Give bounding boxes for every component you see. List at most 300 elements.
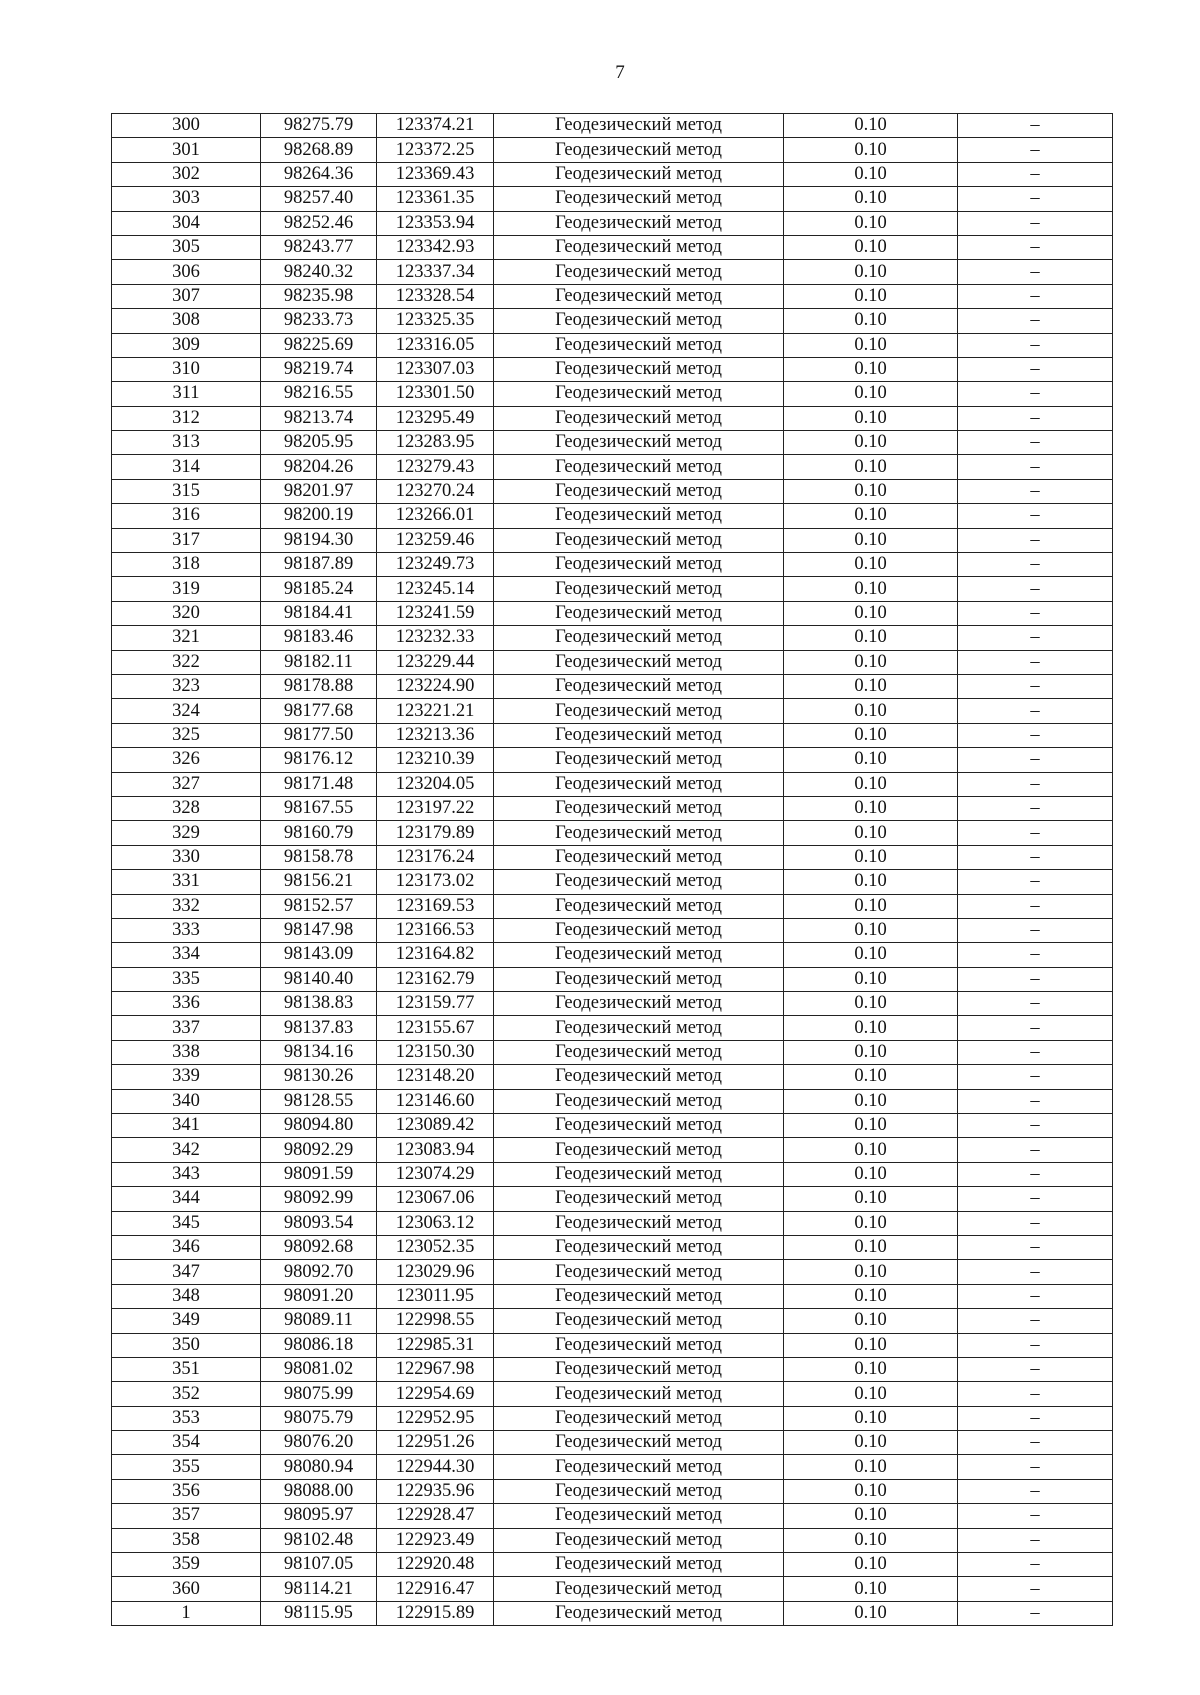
table-row — [112, 577, 1113, 601]
error-cell: 0.10 — [784, 1577, 958, 1601]
error-cell: 0.10 — [784, 650, 958, 674]
description-cell: – — [958, 357, 1113, 381]
error-cell: 0.10 — [784, 1162, 958, 1186]
table-row — [112, 845, 1113, 869]
y-coordinate-cell: 123213.36 — [377, 723, 494, 747]
error-cell: 0.10 — [784, 235, 958, 259]
point-number-cell: 314 — [112, 455, 261, 479]
error-cell: 0.10 — [784, 406, 958, 430]
method-cell: Геодезический метод — [494, 1528, 784, 1552]
error-cell: 0.10 — [784, 1284, 958, 1308]
error-cell: 0.10 — [784, 1260, 958, 1284]
description-cell: – — [958, 943, 1113, 967]
table-row — [112, 723, 1113, 747]
point-number-cell: 346 — [112, 1235, 261, 1259]
y-coordinate-cell: 122951.26 — [377, 1431, 494, 1455]
method-cell: Геодезический метод — [494, 1187, 784, 1211]
y-coordinate-cell: 123159.77 — [377, 992, 494, 1016]
table-row — [112, 333, 1113, 357]
point-number-cell: 325 — [112, 723, 261, 747]
point-number-cell: 312 — [112, 406, 261, 430]
y-coordinate-cell: 123259.46 — [377, 528, 494, 552]
table-row — [112, 479, 1113, 503]
y-coordinate-cell: 123197.22 — [377, 796, 494, 820]
y-coordinate-cell: 123369.43 — [377, 162, 494, 186]
table-row — [112, 260, 1113, 284]
method-cell: Геодезический метод — [494, 992, 784, 1016]
x-coordinate-cell: 98140.40 — [261, 967, 377, 991]
y-coordinate-cell: 122920.48 — [377, 1553, 494, 1577]
error-cell: 0.10 — [784, 1553, 958, 1577]
description-cell: – — [958, 1162, 1113, 1186]
description-cell: – — [958, 601, 1113, 625]
error-cell: 0.10 — [784, 1040, 958, 1064]
method-cell: Геодезический метод — [494, 1333, 784, 1357]
table-row — [112, 1431, 1113, 1455]
x-coordinate-cell: 98143.09 — [261, 943, 377, 967]
error-cell: 0.10 — [784, 187, 958, 211]
table-row — [112, 626, 1113, 650]
description-cell: – — [958, 1553, 1113, 1577]
y-coordinate-cell: 123166.53 — [377, 918, 494, 942]
x-coordinate-cell: 98194.30 — [261, 528, 377, 552]
error-cell: 0.10 — [784, 1455, 958, 1479]
y-coordinate-cell: 123249.73 — [377, 553, 494, 577]
table-row — [112, 406, 1113, 430]
x-coordinate-cell: 98183.46 — [261, 626, 377, 650]
error-cell: 0.10 — [784, 1382, 958, 1406]
description-cell: – — [958, 1187, 1113, 1211]
x-coordinate-cell: 98187.89 — [261, 553, 377, 577]
table-row — [112, 1309, 1113, 1333]
table-row — [112, 1528, 1113, 1552]
x-coordinate-cell: 98092.99 — [261, 1187, 377, 1211]
x-coordinate-cell: 98201.97 — [261, 479, 377, 503]
point-number-cell: 331 — [112, 870, 261, 894]
x-coordinate-cell: 98081.02 — [261, 1357, 377, 1381]
error-cell: 0.10 — [784, 1065, 958, 1089]
error-cell: 0.10 — [784, 796, 958, 820]
x-coordinate-cell: 98213.74 — [261, 406, 377, 430]
point-number-cell: 323 — [112, 674, 261, 698]
x-coordinate-cell: 98102.48 — [261, 1528, 377, 1552]
point-number-cell: 306 — [112, 260, 261, 284]
error-cell: 0.10 — [784, 357, 958, 381]
table-row — [112, 821, 1113, 845]
y-coordinate-cell: 123372.25 — [377, 138, 494, 162]
y-coordinate-cell: 122944.30 — [377, 1455, 494, 1479]
y-coordinate-cell: 123179.89 — [377, 821, 494, 845]
description-cell: – — [958, 967, 1113, 991]
method-cell: Геодезический метод — [494, 382, 784, 406]
error-cell: 0.10 — [784, 309, 958, 333]
method-cell: Геодезический метод — [494, 650, 784, 674]
description-cell: – — [958, 1382, 1113, 1406]
method-cell: Геодезический метод — [494, 967, 784, 991]
method-cell: Геодезический метод — [494, 626, 784, 650]
x-coordinate-cell: 98235.98 — [261, 284, 377, 308]
y-coordinate-cell: 123011.95 — [377, 1284, 494, 1308]
description-cell: – — [958, 992, 1113, 1016]
x-coordinate-cell: 98138.83 — [261, 992, 377, 1016]
error-cell: 0.10 — [784, 333, 958, 357]
error-cell: 0.10 — [784, 1504, 958, 1528]
point-number-cell: 1 — [112, 1601, 261, 1625]
description-cell: – — [958, 1431, 1113, 1455]
y-coordinate-cell: 123224.90 — [377, 674, 494, 698]
x-coordinate-cell: 98095.97 — [261, 1504, 377, 1528]
point-number-cell: 353 — [112, 1406, 261, 1430]
table-row — [112, 748, 1113, 772]
method-cell: Геодезический метод — [494, 845, 784, 869]
error-cell: 0.10 — [784, 1528, 958, 1552]
table-row — [112, 431, 1113, 455]
x-coordinate-cell: 98177.50 — [261, 723, 377, 747]
error-cell: 0.10 — [784, 138, 958, 162]
error-cell: 0.10 — [784, 1309, 958, 1333]
table-row — [112, 235, 1113, 259]
method-cell: Геодезический метод — [494, 1211, 784, 1235]
x-coordinate-cell: 98156.21 — [261, 870, 377, 894]
method-cell: Геодезический метод — [494, 1309, 784, 1333]
point-number-cell: 344 — [112, 1187, 261, 1211]
table-row — [112, 309, 1113, 333]
table-row — [112, 1577, 1113, 1601]
error-cell: 0.10 — [784, 504, 958, 528]
error-cell: 0.10 — [784, 821, 958, 845]
x-coordinate-cell: 98088.00 — [261, 1479, 377, 1503]
method-cell: Геодезический метод — [494, 1479, 784, 1503]
y-coordinate-cell: 123162.79 — [377, 967, 494, 991]
error-cell: 0.10 — [784, 455, 958, 479]
description-cell: – — [958, 138, 1113, 162]
method-cell: Геодезический метод — [494, 1455, 784, 1479]
table-row — [112, 1016, 1113, 1040]
y-coordinate-cell: 123316.05 — [377, 333, 494, 357]
method-cell: Геодезический метод — [494, 235, 784, 259]
y-coordinate-cell: 123353.94 — [377, 211, 494, 235]
x-coordinate-cell: 98225.69 — [261, 333, 377, 357]
x-coordinate-cell: 98171.48 — [261, 772, 377, 796]
description-cell: – — [958, 1260, 1113, 1284]
description-cell: – — [958, 309, 1113, 333]
description-cell: – — [958, 1040, 1113, 1064]
point-number-cell: 328 — [112, 796, 261, 820]
error-cell: 0.10 — [784, 1431, 958, 1455]
method-cell: Геодезический метод — [494, 1162, 784, 1186]
table-row — [112, 1284, 1113, 1308]
x-coordinate-cell: 98080.94 — [261, 1455, 377, 1479]
error-cell: 0.10 — [784, 1138, 958, 1162]
x-coordinate-cell: 98115.95 — [261, 1601, 377, 1625]
x-coordinate-cell: 98092.68 — [261, 1235, 377, 1259]
method-cell: Геодезический метод — [494, 553, 784, 577]
method-cell: Геодезический метод — [494, 1504, 784, 1528]
point-number-cell: 333 — [112, 918, 261, 942]
x-coordinate-cell: 98114.21 — [261, 1577, 377, 1601]
y-coordinate-cell: 123052.35 — [377, 1235, 494, 1259]
method-cell: Геодезический метод — [494, 504, 784, 528]
method-cell: Геодезический метод — [494, 357, 784, 381]
method-cell: Геодезический метод — [494, 1016, 784, 1040]
description-cell: – — [958, 162, 1113, 186]
point-number-cell: 327 — [112, 772, 261, 796]
description-cell: – — [958, 333, 1113, 357]
error-cell: 0.10 — [784, 528, 958, 552]
error-cell: 0.10 — [784, 674, 958, 698]
x-coordinate-cell: 98091.59 — [261, 1162, 377, 1186]
page-number: 7 — [615, 62, 625, 83]
table-row — [112, 601, 1113, 625]
error-cell: 0.10 — [784, 626, 958, 650]
error-cell: 0.10 — [784, 114, 958, 138]
table-row — [112, 528, 1113, 552]
method-cell: Геодезический метод — [494, 528, 784, 552]
table-row — [112, 650, 1113, 674]
point-number-cell: 358 — [112, 1528, 261, 1552]
method-cell: Геодезический метод — [494, 699, 784, 723]
y-coordinate-cell: 123307.03 — [377, 357, 494, 381]
x-coordinate-cell: 98176.12 — [261, 748, 377, 772]
error-cell: 0.10 — [784, 1601, 958, 1625]
error-cell: 0.10 — [784, 1016, 958, 1040]
method-cell: Геодезический метод — [494, 406, 784, 430]
y-coordinate-cell: 123361.35 — [377, 187, 494, 211]
table-row — [112, 918, 1113, 942]
x-coordinate-cell: 98076.20 — [261, 1431, 377, 1455]
y-coordinate-cell: 123204.05 — [377, 772, 494, 796]
description-cell: – — [958, 528, 1113, 552]
description-cell: – — [958, 504, 1113, 528]
description-cell: – — [958, 1455, 1113, 1479]
point-number-cell: 311 — [112, 382, 261, 406]
point-number-cell: 339 — [112, 1065, 261, 1089]
y-coordinate-cell: 123241.59 — [377, 601, 494, 625]
y-coordinate-cell: 123150.30 — [377, 1040, 494, 1064]
point-number-cell: 316 — [112, 504, 261, 528]
method-cell: Геодезический метод — [494, 187, 784, 211]
method-cell: Геодезический метод — [494, 748, 784, 772]
description-cell: – — [958, 626, 1113, 650]
x-coordinate-cell: 98177.68 — [261, 699, 377, 723]
y-coordinate-cell: 123232.33 — [377, 626, 494, 650]
description-cell: – — [958, 211, 1113, 235]
y-coordinate-cell: 123146.60 — [377, 1089, 494, 1113]
error-cell: 0.10 — [784, 1089, 958, 1113]
error-cell: 0.10 — [784, 943, 958, 967]
method-cell: Геодезический метод — [494, 772, 784, 796]
error-cell: 0.10 — [784, 1187, 958, 1211]
x-coordinate-cell: 98178.88 — [261, 674, 377, 698]
table-row — [112, 357, 1113, 381]
description-cell: – — [958, 1284, 1113, 1308]
description-cell: – — [958, 1333, 1113, 1357]
y-coordinate-cell: 123325.35 — [377, 309, 494, 333]
x-coordinate-cell: 98200.19 — [261, 504, 377, 528]
x-coordinate-cell: 98091.20 — [261, 1284, 377, 1308]
table-row — [112, 674, 1113, 698]
description-cell: – — [958, 894, 1113, 918]
x-coordinate-cell: 98240.32 — [261, 260, 377, 284]
description-cell: – — [958, 699, 1113, 723]
table-row — [112, 1162, 1113, 1186]
x-coordinate-cell: 98107.05 — [261, 1553, 377, 1577]
x-coordinate-cell: 98219.74 — [261, 357, 377, 381]
y-coordinate-cell: 123328.54 — [377, 284, 494, 308]
method-cell: Геодезический метод — [494, 211, 784, 235]
x-coordinate-cell: 98257.40 — [261, 187, 377, 211]
x-coordinate-cell: 98182.11 — [261, 650, 377, 674]
method-cell: Геодезический метод — [494, 1114, 784, 1138]
point-number-cell: 315 — [112, 479, 261, 503]
description-cell: – — [958, 1601, 1113, 1625]
x-coordinate-cell: 98130.26 — [261, 1065, 377, 1089]
y-coordinate-cell: 123210.39 — [377, 748, 494, 772]
x-coordinate-cell: 98152.57 — [261, 894, 377, 918]
method-cell: Геодезический метод — [494, 1601, 784, 1625]
description-cell: – — [958, 1528, 1113, 1552]
table-row — [112, 504, 1113, 528]
table-row — [112, 1357, 1113, 1381]
point-number-cell: 351 — [112, 1357, 261, 1381]
point-number-cell: 332 — [112, 894, 261, 918]
description-cell: – — [958, 1235, 1113, 1259]
table-row — [112, 1138, 1113, 1162]
table-row — [112, 894, 1113, 918]
y-coordinate-cell: 123089.42 — [377, 1114, 494, 1138]
point-number-cell: 341 — [112, 1114, 261, 1138]
description-cell: – — [958, 1016, 1113, 1040]
method-cell: Геодезический метод — [494, 723, 784, 747]
error-cell: 0.10 — [784, 577, 958, 601]
point-number-cell: 330 — [112, 845, 261, 869]
y-coordinate-cell: 122928.47 — [377, 1504, 494, 1528]
point-number-cell: 360 — [112, 1577, 261, 1601]
method-cell: Геодезический метод — [494, 138, 784, 162]
point-number-cell: 356 — [112, 1479, 261, 1503]
table-row — [112, 1479, 1113, 1503]
method-cell: Геодезический метод — [494, 431, 784, 455]
point-number-cell: 355 — [112, 1455, 261, 1479]
x-coordinate-cell: 98243.77 — [261, 235, 377, 259]
description-cell: – — [958, 479, 1113, 503]
point-number-cell: 336 — [112, 992, 261, 1016]
point-number-cell: 303 — [112, 187, 261, 211]
point-number-cell: 317 — [112, 528, 261, 552]
y-coordinate-cell: 123173.02 — [377, 870, 494, 894]
method-cell: Геодезический метод — [494, 821, 784, 845]
table-row — [112, 284, 1113, 308]
y-coordinate-cell: 122985.31 — [377, 1333, 494, 1357]
error-cell: 0.10 — [784, 723, 958, 747]
point-number-cell: 342 — [112, 1138, 261, 1162]
x-coordinate-cell: 98089.11 — [261, 1309, 377, 1333]
method-cell: Геодезический метод — [494, 1089, 784, 1113]
y-coordinate-cell: 123283.95 — [377, 431, 494, 455]
error-cell: 0.10 — [784, 431, 958, 455]
method-cell: Геодезический метод — [494, 1382, 784, 1406]
description-cell: – — [958, 870, 1113, 894]
description-cell: – — [958, 1114, 1113, 1138]
y-coordinate-cell: 123279.43 — [377, 455, 494, 479]
table-row — [112, 943, 1113, 967]
y-coordinate-cell: 123029.96 — [377, 1260, 494, 1284]
x-coordinate-cell: 98185.24 — [261, 577, 377, 601]
point-number-cell: 319 — [112, 577, 261, 601]
description-cell: – — [958, 1577, 1113, 1601]
y-coordinate-cell: 122915.89 — [377, 1601, 494, 1625]
point-number-cell: 329 — [112, 821, 261, 845]
table-row — [112, 162, 1113, 186]
x-coordinate-cell: 98216.55 — [261, 382, 377, 406]
method-cell: Геодезический метод — [494, 1431, 784, 1455]
error-cell: 0.10 — [784, 284, 958, 308]
description-cell: – — [958, 650, 1113, 674]
coordinates-table — [111, 113, 1113, 1626]
method-cell: Геодезический метод — [494, 260, 784, 284]
error-cell: 0.10 — [784, 601, 958, 625]
table-row — [112, 1235, 1113, 1259]
description-cell: – — [958, 455, 1113, 479]
y-coordinate-cell: 123063.12 — [377, 1211, 494, 1235]
x-coordinate-cell: 98275.79 — [261, 114, 377, 138]
y-coordinate-cell: 123295.49 — [377, 406, 494, 430]
point-number-cell: 321 — [112, 626, 261, 650]
table-row — [112, 1040, 1113, 1064]
point-number-cell: 347 — [112, 1260, 261, 1284]
x-coordinate-cell: 98252.46 — [261, 211, 377, 235]
method-cell: Геодезический метод — [494, 479, 784, 503]
point-number-cell: 350 — [112, 1333, 261, 1357]
description-cell: – — [958, 1309, 1113, 1333]
error-cell: 0.10 — [784, 1479, 958, 1503]
x-coordinate-cell: 98264.36 — [261, 162, 377, 186]
x-coordinate-cell: 98205.95 — [261, 431, 377, 455]
table-row — [112, 1187, 1113, 1211]
y-coordinate-cell: 123148.20 — [377, 1065, 494, 1089]
description-cell: – — [958, 1504, 1113, 1528]
table-row — [112, 772, 1113, 796]
description-cell: – — [958, 918, 1113, 942]
method-cell: Геодезический метод — [494, 1357, 784, 1381]
table-row — [112, 1455, 1113, 1479]
table-row — [112, 1553, 1113, 1577]
error-cell: 0.10 — [784, 382, 958, 406]
description-cell: – — [958, 1357, 1113, 1381]
point-number-cell: 320 — [112, 601, 261, 625]
point-number-cell: 352 — [112, 1382, 261, 1406]
method-cell: Геодезический метод — [494, 943, 784, 967]
x-coordinate-cell: 98137.83 — [261, 1016, 377, 1040]
description-cell: – — [958, 796, 1113, 820]
table-row — [112, 1406, 1113, 1430]
table-row — [112, 796, 1113, 820]
coordinates-table-body — [112, 114, 1113, 1626]
description-cell: – — [958, 845, 1113, 869]
point-number-cell: 309 — [112, 333, 261, 357]
point-number-cell: 354 — [112, 1431, 261, 1455]
table-row — [112, 699, 1113, 723]
x-coordinate-cell: 98204.26 — [261, 455, 377, 479]
point-number-cell: 302 — [112, 162, 261, 186]
table-row — [112, 1089, 1113, 1113]
point-number-cell: 357 — [112, 1504, 261, 1528]
point-number-cell: 307 — [112, 284, 261, 308]
table-row — [112, 1601, 1113, 1625]
table-row — [112, 1065, 1113, 1089]
description-cell: – — [958, 1138, 1113, 1162]
error-cell: 0.10 — [784, 918, 958, 942]
